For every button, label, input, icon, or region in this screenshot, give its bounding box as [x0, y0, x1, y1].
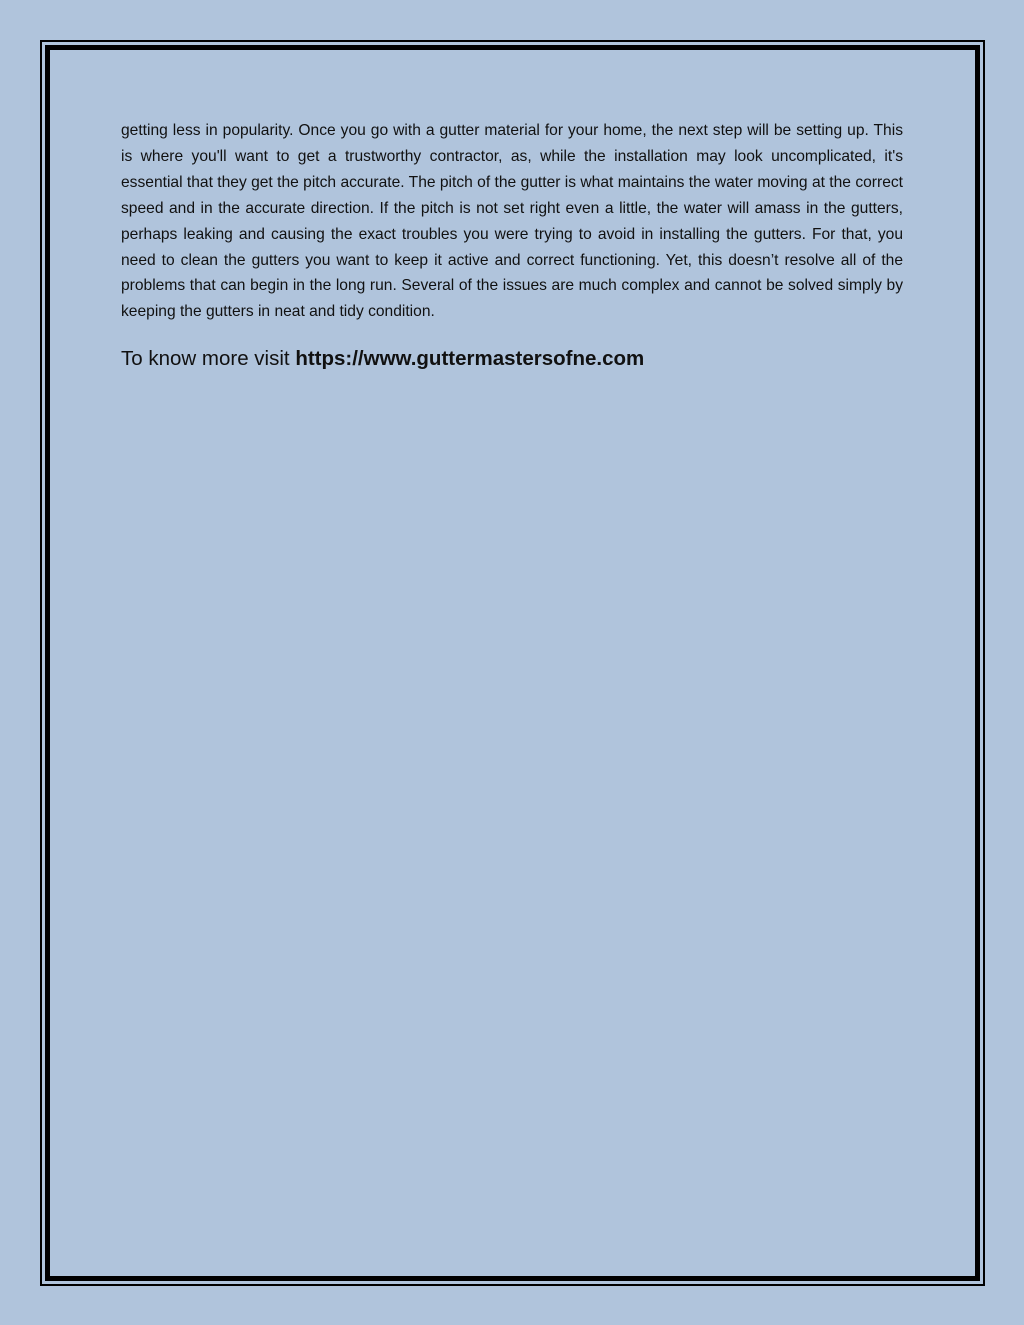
body-paragraph: getting less in popularity. Once you go with a gutter material for your home, the next step will be setting up. This is where you'll want to get a trustworthy contractor, as, while the installation may look uncomplicated, it's essential that they get the pitch accurate. The pitch of the gutter is what maintains the water moving at the correct speed and in the accurate direction. If the pitch is not set right even a little, the water will amass in the gutters, perhaps leaking and causing the exact troubles you were trying to avoid in installing the gutters. For that, you need to clean the gutters you want to keep it active and correct functioning. Yet, this doesn’t resolve all of the problems that can begin in the long run. Several of the issues are much complex and cannot be solved simply by keeping the gutters in neat and tidy condition.: [121, 122, 903, 321]
website-link[interactable]: https://www.guttermastersofne.com: [295, 347, 645, 371]
visit-line: [121, 345, 903, 373]
document-content: [121, 118, 903, 373]
visit-prefix: To know more visit: [121, 347, 296, 371]
